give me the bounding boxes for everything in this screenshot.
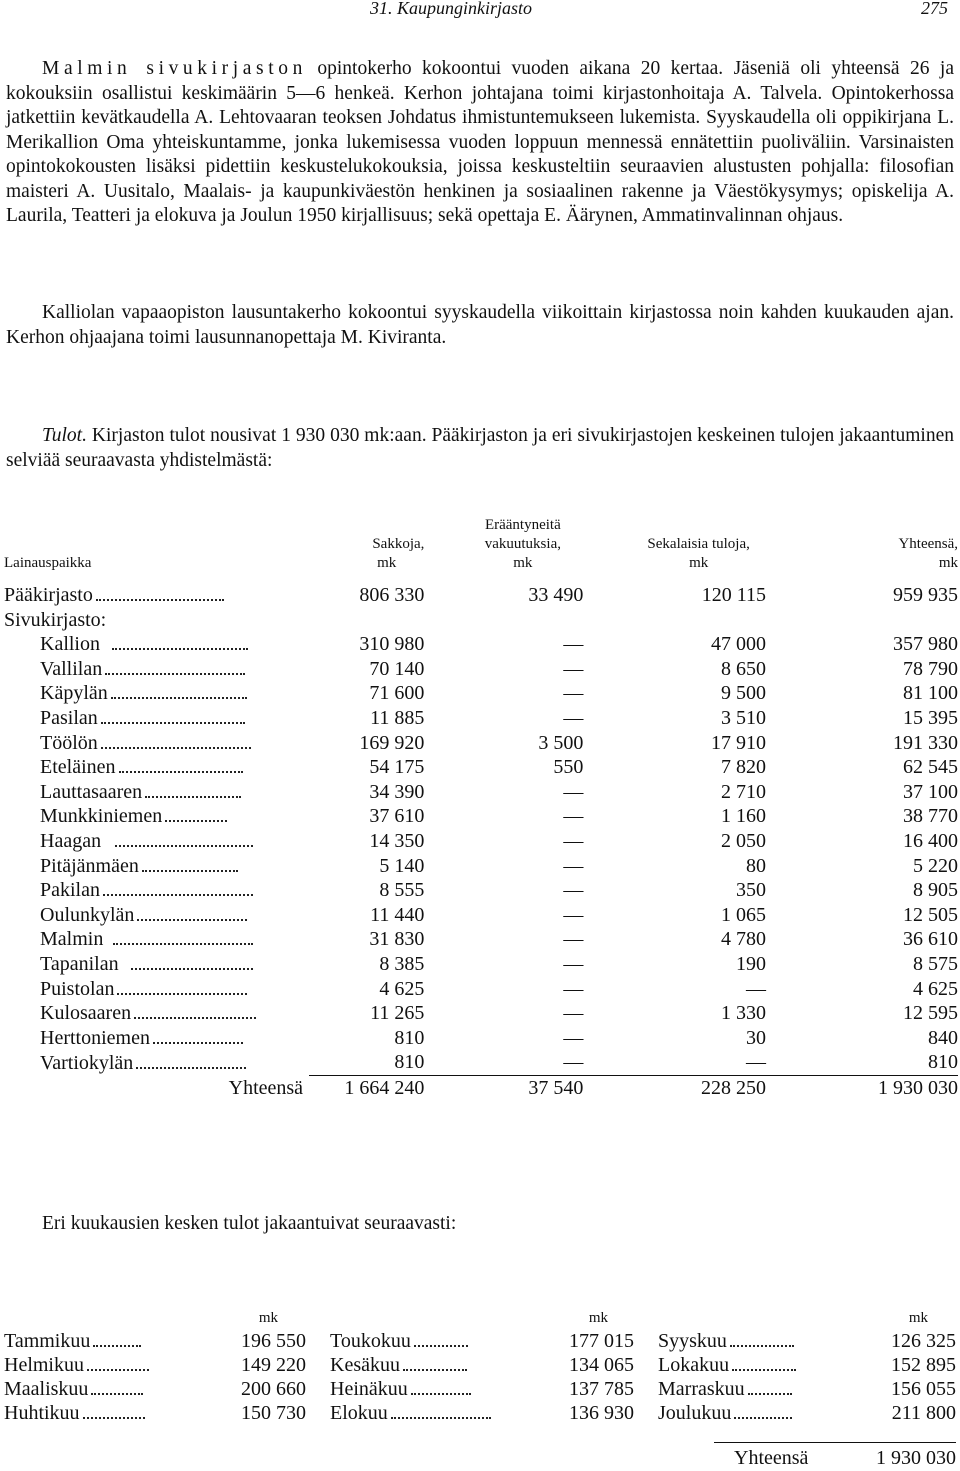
cell-total: 840: [928, 1026, 958, 1049]
cell-insurance: —: [563, 928, 584, 951]
month-value: 196 550: [241, 1330, 306, 1352]
cell-total: 4 625: [913, 977, 958, 1000]
col-total-label: Yhteensä,: [898, 536, 958, 552]
row-name-text: Kallion: [40, 633, 100, 656]
section-title: 31. Kaupunginkirjasto: [370, 0, 533, 18]
row-name: [4, 804, 309, 829]
leader-dots: [115, 844, 253, 847]
month-value: 156 055: [891, 1378, 956, 1400]
row-name: [4, 1001, 309, 1026]
month-value: 200 660: [241, 1378, 306, 1400]
table-row: [4, 1377, 956, 1401]
cell-fines: 310 980: [359, 633, 425, 656]
cell-total: 191 330: [893, 731, 958, 754]
leader-dots: [136, 1066, 246, 1069]
month-name: Heinäkuu: [330, 1378, 408, 1400]
leader-dots: [93, 1344, 141, 1347]
cell-misc: 30: [745, 1026, 766, 1049]
month-name: Marraskuu: [658, 1378, 745, 1400]
leader-dots: [103, 893, 253, 896]
row-name-text: Vartiokylän: [40, 1051, 134, 1074]
monthly-total: [714, 1442, 956, 1469]
cell-fines: 34 390: [369, 780, 425, 803]
table-row: [4, 1050, 958, 1075]
month-value: 152 895: [891, 1354, 956, 1376]
cell-total: 12 595: [903, 1002, 958, 1025]
row-name: [4, 977, 309, 1002]
leader-dots: [91, 1392, 143, 1395]
col-misc-header: [591, 516, 766, 573]
cell-fines: 54 175: [369, 756, 425, 779]
month-name: Huhtikuu: [4, 1402, 80, 1424]
cell-total: 810: [928, 1051, 958, 1074]
cell-total: 78 790: [903, 657, 958, 680]
cell-insurance: —: [563, 706, 584, 729]
cell-total: 15 395: [903, 706, 958, 729]
leader-dots: [111, 696, 247, 699]
row-name-text: Puistolan: [40, 977, 115, 1000]
leader-dots: [748, 1392, 792, 1395]
month-cell: [658, 1329, 858, 1353]
row-name-text: Vallilan: [40, 657, 103, 680]
cell-misc: 47 000: [710, 633, 766, 656]
row-name: [4, 952, 309, 977]
row-name-text: Kulosaaren: [40, 1002, 132, 1025]
cell-fines: 169 920: [359, 731, 425, 754]
unit-label: mk: [908, 1310, 928, 1326]
row-name: [4, 681, 309, 706]
month-cell: [658, 1377, 858, 1401]
month-name: Tammikuu: [4, 1330, 91, 1352]
cell-misc: 350: [735, 879, 766, 902]
cell-insurance: —: [563, 879, 584, 902]
row-name-text: Haagan: [40, 829, 102, 852]
cell-total: 36 610: [903, 928, 958, 951]
month-cell: [4, 1329, 204, 1353]
cell-fines: 11 885: [370, 706, 425, 729]
month-name: Maaliskuu: [4, 1378, 89, 1400]
table-row: [4, 780, 958, 805]
row-name: [4, 1026, 309, 1051]
month-cell: [330, 1353, 530, 1377]
cell-misc: 2 050: [720, 829, 766, 852]
unit-label: mk: [258, 1310, 278, 1326]
row-name: [4, 927, 309, 952]
cell-insurance: —: [563, 1026, 584, 1049]
cell-fines: 5 140: [379, 854, 425, 877]
col-place-header: Lainauspaikka: [4, 555, 92, 571]
cell-insurance: —: [563, 854, 584, 877]
month-cell: [4, 1377, 204, 1401]
cell-total: 5 220: [913, 854, 958, 877]
month-name: Helmikuu: [4, 1354, 84, 1376]
table-row-total: [4, 1075, 958, 1100]
income-table: [4, 516, 958, 1100]
paragraph-income-body: Kirjaston tulot nousivat 1 930 030 mk:aan. Pääkirjaston ja eri sivukirjastojen keskeinen tulojen jakaantuminen selviää seuraavasta yhdistelmästä:: [6, 425, 954, 471]
col-insurance-unit: mk: [513, 555, 533, 571]
leader-dots: [153, 1041, 243, 1044]
leader-dots: [96, 598, 224, 601]
month-value: 149 220: [241, 1354, 306, 1376]
monthly-total-value: 1 930 030: [876, 1447, 956, 1469]
month-cell: [330, 1401, 530, 1425]
col-fines-label: Sakkoja,: [372, 536, 425, 552]
leader-dots: [117, 992, 247, 995]
total-misc: 228 250: [591, 1075, 766, 1100]
cell-misc: —: [745, 977, 766, 1000]
col-insurance-header: [424, 516, 591, 573]
total-insurance: 37 540: [424, 1075, 591, 1100]
cell-insurance: 33 490: [528, 584, 584, 606]
paragraph-body: opintokerho kokoontui vuoden aikana 20 kertaa. Jäseniä oli yhteensä 26 ja kokouksiin osallistui keskimäärin 5—6 henkeä. Kerhon johtajana toimi kirjastonhoitaja A. Talvela. Opintokerhossa jatkettiin kevätkaudella A. Lehtovaaran teoksen Johdatus ihmistuntemukseen lukemista. Syyskaudella oli oppikirjana L. Merikallion Oma yhteiskuntamme, jonka lukemisessa vuoden loppuun mennessä ennätettiin puoliväliin. Varsinaisten opintokokousten lisäksi pidettiin keskustelukokouksia, joissa keskusteltiin seuraavien alustusten pohjalla: filosofian maisteri A. Uusitalo, Maalais- ja kaupunkiväestön henkinen ja sosiaalinen rakenne ja Väestökysymys; opiskelija A. Laurila, Teatteri ja elokuva ja Joulun 1950 kirjallisuus; sekä opettaja E. Äärynen, Ammatinvalinnan ohjaus.: [6, 58, 954, 226]
paragraph-income-title: Tulot.: [42, 425, 87, 446]
cell-fines: 4 625: [379, 977, 425, 1000]
leader-dots: [83, 1416, 145, 1419]
leader-dots: [734, 1416, 792, 1419]
total-total: 1 930 030: [766, 1075, 958, 1100]
table-row: [4, 731, 958, 756]
paragraph-recitation-club: Kalliolan vapaaopiston lausuntakerho kokoontui syyskaudella viikoittain kirjastossa noin kahden kuukauden ajan. Kerhon ohjaajana toimi lausunnanopettaja M. Kiviranta.: [6, 302, 954, 348]
leader-dots: [134, 1016, 256, 1019]
leader-dots: [119, 770, 243, 773]
table-row-branch-heading: [4, 608, 958, 633]
cell-total: 357 980: [893, 633, 958, 656]
leader-dots: [105, 672, 245, 675]
cell-total: 81 100: [903, 682, 958, 705]
cell-total: 38 770: [903, 805, 958, 828]
cell-misc: 1 330: [720, 1002, 766, 1025]
row-name-text: Töölön: [40, 731, 98, 754]
paragraph-monthly: Eri kuukausien kesken tulot jakaantuivat seuraavasti:: [42, 1213, 457, 1234]
col-insurance-label-1: Erääntyneitä: [484, 517, 561, 533]
col-fines-header: [309, 516, 424, 573]
table-row: [4, 1353, 956, 1377]
cell-fines: 71 600: [369, 682, 425, 705]
cell-misc: 4 780: [720, 928, 766, 951]
cell-misc: 190: [735, 952, 766, 975]
leader-dots: [730, 1344, 794, 1347]
table-row: [4, 1001, 958, 1026]
leader-dots: [137, 918, 247, 921]
cell-insurance: —: [563, 682, 584, 705]
cell-insurance: —: [563, 977, 584, 1000]
col-total-header: [766, 516, 958, 573]
month-name: Lokakuu: [658, 1354, 730, 1376]
month-name: Syyskuu: [658, 1330, 727, 1352]
row-name: [4, 903, 309, 928]
cell-fines: 11 265: [370, 1002, 425, 1025]
total-fines: 1 664 240: [309, 1075, 424, 1100]
month-cell: [658, 1353, 858, 1377]
row-name-text: Pasilan: [40, 706, 98, 729]
cell-insurance: —: [563, 780, 584, 803]
cell-misc: 3 510: [720, 706, 766, 729]
month-name: Elokuu: [330, 1402, 388, 1424]
month-cell: [330, 1377, 530, 1401]
row-name: [4, 878, 309, 903]
month-value: 150 730: [241, 1402, 306, 1424]
table-row: [4, 903, 958, 928]
cell-total: 62 545: [903, 756, 958, 779]
leader-dots: [101, 746, 251, 749]
leader-dots: [732, 1368, 796, 1371]
row-name-text: Oulunkylän: [40, 903, 135, 926]
cell-total: 959 935: [893, 584, 958, 606]
cell-fines: 810: [394, 1051, 425, 1074]
col-misc-label: Sekalaisia tuloja,: [647, 536, 750, 552]
month-value: 126 325: [891, 1330, 956, 1352]
month-cell: [4, 1353, 204, 1377]
row-name: [4, 755, 309, 780]
row-name-text: Pakilan: [40, 879, 100, 902]
month-name: Toukokuu: [330, 1330, 411, 1352]
cell-fines: 14 350: [369, 829, 425, 852]
row-name-text: Lauttasaaren: [40, 780, 143, 803]
col-insurance-label-2: vakuutuksia,: [484, 536, 561, 552]
col-total-unit: mk: [938, 555, 958, 571]
branch-heading: Sivukirjasto:: [4, 608, 107, 631]
leader-dots: [403, 1368, 467, 1371]
cell-misc: 8 650: [720, 657, 766, 680]
leader-dots: [112, 647, 248, 650]
cell-fines: 70 140: [369, 657, 425, 680]
table-row: [4, 706, 958, 731]
month-cell: [658, 1401, 858, 1425]
month-cell: [330, 1329, 530, 1353]
row-name: [4, 731, 309, 756]
paragraph-study-circle: [6, 57, 954, 229]
paragraph-lead: Malmin sivukirjaston: [42, 58, 307, 79]
page-header: [0, 0, 960, 22]
row-name-text: Herttoniemen: [40, 1026, 150, 1049]
table-row: [4, 755, 958, 780]
cell-misc: 120 115: [701, 584, 766, 606]
row-name-text: Pääkirjasto: [4, 584, 93, 606]
leader-dots: [142, 869, 238, 872]
leader-dots: [165, 819, 227, 822]
table-row: [4, 681, 958, 706]
table-row-main-library: [4, 583, 958, 608]
cell-insurance: —: [563, 829, 584, 852]
row-name: [4, 657, 309, 682]
month-name: Kesäkuu: [330, 1354, 400, 1376]
row-name: [4, 632, 309, 657]
row-name: [4, 780, 309, 805]
leader-dots: [87, 1368, 149, 1371]
paragraph-income: [6, 424, 954, 473]
row-name-text: Munkkiniemen: [40, 805, 163, 828]
row-name: [4, 1050, 309, 1075]
page-number: 275: [921, 0, 948, 18]
cell-fines: 806 330: [359, 584, 425, 606]
cell-misc: 1 160: [720, 805, 766, 828]
cell-misc: 2 710: [720, 780, 766, 803]
monthly-table-header: [4, 1310, 956, 1329]
cell-fines: 31 830: [369, 928, 425, 951]
row-name: [4, 829, 309, 854]
month-name: Joulukuu: [658, 1402, 732, 1424]
month-value: 136 930: [569, 1402, 634, 1424]
unit-label: mk: [588, 1310, 608, 1326]
leader-dots: [145, 795, 241, 798]
cell-insurance: —: [563, 805, 584, 828]
table-row: [4, 829, 958, 854]
row-name-text: Eteläinen: [40, 756, 116, 779]
cell-insurance: —: [563, 657, 584, 680]
leader-dots: [411, 1392, 471, 1395]
cell-misc: 80: [745, 854, 766, 877]
cell-misc: 7 820: [720, 756, 766, 779]
cell-insurance: —: [563, 1051, 584, 1074]
income-table-header: [4, 516, 958, 573]
cell-insurance: —: [563, 633, 584, 656]
cell-fines: 11 440: [370, 903, 425, 926]
leader-dots: [131, 967, 253, 970]
cell-insurance: —: [563, 1002, 584, 1025]
col-fines-unit: mk: [377, 555, 397, 571]
row-name: [4, 854, 309, 879]
month-value: 211 800: [891, 1402, 956, 1424]
cell-total: 16 400: [903, 829, 958, 852]
cell-misc: 9 500: [720, 682, 766, 705]
cell-misc: —: [745, 1051, 766, 1074]
table-row: [4, 804, 958, 829]
leader-dots: [414, 1344, 468, 1347]
monthly-total-label: Yhteensä: [734, 1447, 809, 1469]
table-row: [4, 1026, 958, 1051]
row-name-text: Tapanilan: [40, 952, 119, 975]
row-name: [4, 706, 309, 731]
cell-total: 37 100: [903, 780, 958, 803]
table-row: [4, 854, 958, 879]
row-name-text: Käpylän: [40, 682, 108, 705]
row-name-text: Pitäjänmäen: [40, 854, 139, 877]
cell-fines: 37 610: [369, 805, 425, 828]
total-label: Yhteensä: [228, 1076, 304, 1099]
leader-dots: [101, 721, 245, 724]
month-cell: [4, 1401, 204, 1425]
cell-insurance: —: [563, 952, 584, 975]
cell-misc: 1 065: [720, 903, 766, 926]
table-row: [4, 1329, 956, 1353]
month-value: 177 015: [569, 1330, 634, 1352]
cell-total: 8 905: [913, 879, 958, 902]
table-row: [4, 952, 958, 977]
leader-dots: [113, 942, 253, 945]
table-row: [4, 657, 958, 682]
monthly-table: [4, 1310, 956, 1425]
table-row: [4, 1401, 956, 1425]
table-row: [4, 927, 958, 952]
cell-fines: 8 385: [379, 952, 425, 975]
leader-dots: [391, 1416, 491, 1419]
row-name: [4, 583, 309, 608]
cell-insurance: 550: [553, 756, 584, 779]
cell-fines: 8 555: [379, 879, 425, 902]
cell-fines: 810: [394, 1026, 425, 1049]
col-misc-unit: mk: [689, 555, 709, 571]
table-row: [4, 878, 958, 903]
table-row: [4, 977, 958, 1002]
row-name-text: Malmin: [40, 928, 104, 951]
cell-misc: 17 910: [710, 731, 766, 754]
cell-total: 8 575: [913, 952, 958, 975]
month-value: 137 785: [569, 1378, 634, 1400]
cell-insurance: 3 500: [538, 731, 584, 754]
month-value: 134 065: [569, 1354, 634, 1376]
cell-insurance: —: [563, 903, 584, 926]
cell-total: 12 505: [903, 903, 958, 926]
table-row: [4, 632, 958, 657]
